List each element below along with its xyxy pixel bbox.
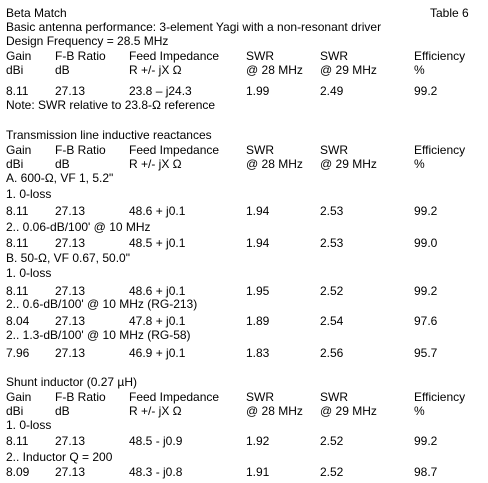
header-feed-impedance: Feed Impedance (129, 390, 220, 404)
cell-gain: 8.11 (6, 204, 29, 218)
cell-gain: 8.11 (6, 236, 29, 250)
cell-swr-28: 1.94 (246, 236, 270, 250)
cell-fb: 27.13 (55, 346, 86, 360)
cell-swr-29: 2.52 (320, 284, 344, 298)
cell-efficiency: 99.2 (414, 434, 438, 448)
header-gain: Gain (6, 49, 32, 63)
cell-impedance: 48.6 + j0.1 (129, 204, 186, 218)
unit-impedance: R +/- jX Ω (129, 404, 182, 418)
cell-swr-28: 1.95 (246, 284, 270, 298)
unit-swr-29: @ 29 MHz (320, 63, 377, 77)
header-efficiency: Efficiency (414, 49, 466, 63)
cell-fb: 27.13 (55, 84, 86, 98)
unit-swr-28: @ 28 MHz (246, 63, 303, 77)
cell-fb: 27.13 (55, 314, 86, 328)
case-label-s2: 2.. Inductor Q = 200 (6, 450, 113, 464)
unit-impedance: R +/- jX Ω (129, 63, 182, 77)
cell-impedance: 23.8 – j24.3 (129, 84, 192, 98)
unit-gain: dBi (6, 63, 24, 77)
cell-fb: 27.13 (55, 465, 86, 479)
header-feed-impedance: Feed Impedance (129, 143, 220, 157)
cell-swr-29: 2.53 (320, 204, 344, 218)
cell-impedance: 48.3 - j0.8 (129, 465, 183, 479)
header-swr-28: SWR (246, 49, 274, 63)
unit-swr-29: @ 29 MHz (320, 404, 377, 418)
cell-impedance: 48.6 + j0.1 (129, 284, 186, 298)
unit-efficiency: % (414, 63, 425, 77)
case-label-b1: 1. 0-loss (6, 266, 52, 280)
unit-gain: dBi (6, 157, 24, 171)
header-swr-29: SWR (320, 390, 348, 404)
cell-swr-29: 2.54 (320, 314, 344, 328)
header-fb-ratio: F-B Ratio (55, 49, 106, 63)
cell-gain: 8.11 (6, 434, 29, 448)
header-feed-impedance: Feed Impedance (129, 49, 220, 63)
cell-impedance: 48.5 + j0.1 (129, 236, 186, 250)
swr-note: Note: SWR relative to 23.8-Ω reference (6, 98, 216, 112)
group-label-a: A. 600-Ω, VF 1, 5.2" (6, 171, 114, 185)
case-label-a1: 1. 0-loss (6, 187, 52, 201)
cell-impedance: 46.9 + j0.1 (129, 346, 186, 360)
unit-efficiency: % (414, 404, 425, 418)
header-swr-29: SWR (320, 143, 348, 157)
design-frequency: Design Frequency = 28.5 MHz (6, 34, 169, 48)
document-title: Beta Match (6, 6, 67, 20)
cell-swr-28: 1.92 (246, 434, 270, 448)
cell-efficiency: 99.0 (414, 236, 438, 250)
cell-swr-28: 1.94 (246, 204, 270, 218)
cell-swr-29: 2.52 (320, 434, 344, 448)
cell-gain: 8.04 (6, 314, 30, 328)
cell-efficiency: 99.2 (414, 84, 438, 98)
cell-impedance: 47.8 + j0.1 (129, 314, 186, 328)
cell-efficiency: 99.2 (414, 204, 438, 218)
unit-impedance: R +/- jX Ω (129, 157, 182, 171)
header-efficiency: Efficiency (414, 143, 466, 157)
header-fb-ratio: F-B Ratio (55, 390, 106, 404)
unit-fb: dB (55, 157, 70, 171)
cell-swr-29: 2.52 (320, 465, 344, 479)
header-gain: Gain (6, 143, 32, 157)
header-gain: Gain (6, 390, 32, 404)
unit-swr-28: @ 28 MHz (246, 404, 303, 418)
header-swr-28: SWR (246, 143, 274, 157)
header-fb-ratio: F-B Ratio (55, 143, 106, 157)
section-title-shunt-inductor: Shunt inductor (0.27 µH) (6, 375, 137, 389)
unit-gain: dBi (6, 404, 24, 418)
cell-swr-29: 2.53 (320, 236, 344, 250)
cell-efficiency: 99.2 (414, 284, 438, 298)
cell-swr-29: 2.49 (320, 84, 344, 98)
cell-swr-28: 1.89 (246, 314, 270, 328)
group-label-b: B. 50-Ω, VF 0.67, 50.0" (6, 251, 130, 265)
cell-swr-28: 1.83 (246, 346, 270, 360)
cell-fb: 27.13 (55, 204, 86, 218)
case-label-a2: 2.. 0.06-dB/100' @ 10 MHz (6, 220, 151, 234)
unit-fb: dB (55, 63, 70, 77)
cell-gain: 8.11 (6, 84, 29, 98)
case-label-b2: 2.. 0.6-dB/100' @ 10 MHz (RG-213) (6, 297, 198, 311)
cell-fb: 27.13 (55, 236, 86, 250)
cell-impedance: 48.5 - j0.9 (129, 434, 183, 448)
unit-efficiency: % (414, 157, 425, 171)
cell-swr-29: 2.56 (320, 346, 344, 360)
cell-efficiency: 95.7 (414, 346, 438, 360)
section-title-transmission-line: Transmission line inductive reactances (6, 128, 212, 142)
cell-swr-28: 1.99 (246, 84, 270, 98)
document-subtitle: Basic antenna performance: 3-element Yagi with a non-resonant driver (6, 20, 382, 34)
table-label: Table 6 (430, 6, 469, 20)
cell-gain: 8.09 (6, 465, 30, 479)
cell-fb: 27.13 (55, 284, 86, 298)
cell-swr-28: 1.91 (246, 465, 270, 479)
case-label-b3: 2.. 1.3-dB/100' @ 10 MHz (RG-58) (6, 328, 191, 342)
cell-gain: 8.11 (6, 284, 29, 298)
unit-fb: dB (55, 404, 70, 418)
header-swr-28: SWR (246, 390, 274, 404)
cell-efficiency: 98.7 (414, 465, 438, 479)
case-label-s1: 1. 0-loss (6, 418, 52, 432)
header-efficiency: Efficiency (414, 390, 466, 404)
unit-swr-28: @ 28 MHz (246, 157, 303, 171)
cell-gain: 7.96 (6, 346, 30, 360)
cell-efficiency: 97.6 (414, 314, 438, 328)
header-swr-29: SWR (320, 49, 348, 63)
cell-fb: 27.13 (55, 434, 86, 448)
unit-swr-29: @ 29 MHz (320, 157, 377, 171)
